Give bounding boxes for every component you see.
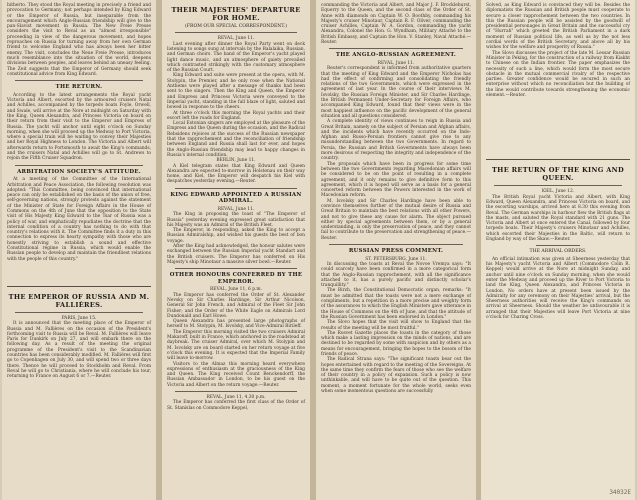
article-headline: RUSSIAN PRESS COMMENT.: [348, 248, 444, 255]
article-headline: THE RETURN OF THE KING AND QUEEN.: [491, 166, 625, 183]
article-headline: THE EMPEROR OF RUSSIA AND M. FALLIÈRES.: [8, 292, 150, 309]
dateline: REVAL, June 11, 4.30 p.m.: [206, 395, 266, 400]
article-paragraph: According to the latest arrangements the Royal yacht Victoria and Albert, escorted by the armoured cruisers Natal and Achilles, accompanied by the torpedo boats Foyle, Orwell, and Swale, will arrive at the Nore at midnight on Saturday with the King, Queen Alexandra, and Princess Victoria on board on their return from their visit to the Emperor and Empress of Russia. The yacht will anchor until eight o'clock on Sunday morning, when she will proceed up the Medway to Port Victoria, where a special train will be waiting to convey their Majesties and her Royal Highness to London. The Victoria and Albert will afterwards return to Portsmouth to await the King's commands, and the cruisers Natal and Achilles will go to St. Andrews to rejoin the Fifth Cruiser Squadron.: [7, 92, 151, 162]
dateline: REVAL, June 11, 6 p.m.: [209, 287, 262, 293]
article-paragraph: Solved, as King Edward is convinced they will be. Besides the diplomatists the Russian and British people must cooperate to secure a closer rapprochement between the two countries. In this the Russian people will be assisted by the goodwill of presidential personages in Great Britain and the successful cry of "Hurrah" which greeted the British Parliament in a dark moment of Russian political life, as well as by the not less cordial words of the British Secretary, and above all by his wishes for the welfare and prosperity of Russia.": [486, 3, 630, 51]
article-paragraph: The Slovo hopes that the visit will show to England that the results of the meeting will be most fruitful.": [321, 320, 471, 331]
article-paragraph: It is announced that the meeting place of the Emperor of Russia and M. Fallières on the occasion of the President's forthcoming visit to Russia will be Reval. M. Fallières will leave Paris for Dunkirk on July 27, and will embark there on the following day. As a result of the meeting the original programme of the President's visit to the Scandinavian countries has been considerably modified. M. Fallières will first go to Copenhagen on July 30, and will spend two or three days there. Thence he will proceed to Stockholm and Reval. From Reval he will go to Christiania, where he will conclude his tour, returning to France on August 6 or 7.—Reuter.: [7, 321, 151, 380]
article-paragraph: A Kiel telegram states that King Edward and Queen Alexandra are expected to-morrow in Holstenau on their way home, and Kiel, the Emperor will despatch his Kiel with despatches yesterday evening.—Reuter.: [167, 163, 305, 185]
article-subheading: (FROM OUR SPECIAL CORRESPONDENT.): [185, 24, 287, 29]
article-paragraph: The King in proposing the toast of "The Emperor of Russia" yesterday evening expressed great satisfaction that his Majesty was an Admiral of the British Fleet.: [167, 212, 305, 228]
article-paragraph: At a meeting of the Committee of the International Arbitration and Peace Association, the following resolution was adopted: "This Committee, being convinced that international peace can only be established on the basis of the union of free, self-governing nations, strongly protests against the statement of the Minister of State for Foreign Affairs in the House of Commons on the 4th of June that the opposition to the State visit of His Majesty King Edward to the Tsar of Russia was a policy of war, and emphatically repudiates the doctrine that the internal condition of a country has nothing to do with that country's relations with it. The Committee finds it a duty in this connection to express its hearty sympathy with those who are honestly striving to establish a sound and effective Constitutional régime in Russia, which would enable the Russian people to develop and maintain the friendliest relations with the people of this country.": [7, 177, 151, 262]
article-paragraph: After the King had acknowledged, the honour salutes were exchanged between the Russian Imperial yacht Standart and the British cruisers. The Emperor has conferred on His Majesty's ship Minotaur a massive silver bowl.—Reuter.: [167, 243, 305, 265]
divider-rule: [15, 312, 143, 313]
article-paragraph: At three o'clock this morning the Royal yachts and their escort left the roads for England.: [167, 110, 305, 121]
dateline: ST. PETERSBURG, June 11.: [365, 256, 427, 262]
article-headline: KING EDWARD APPOINTED A RUSSIAN ADMIRAL.: [170, 191, 302, 205]
dateline: PARIS, June 15.: [61, 315, 97, 321]
article-headline: THE ANGLO-RUSSIAN AGREEMENT.: [335, 52, 457, 59]
article-paragraph: In discussing the toasts at Reval the Novoe Vremya says: "It could scarcely have been confirmed in a more categorical form that the Anglo-Russian rapprochement, with all the significance attached to it, has a purely pacific and distinctly scholar's tranquillity.": [321, 261, 471, 289]
article-headline: THEIR MAJESTIES' DEPARTURE FOR HOME.: [171, 6, 301, 22]
divider-rule: [175, 391, 297, 392]
divider-rule: [494, 185, 622, 186]
article-paragraph: The Birzh, the Constitutional Democratic organ, remarks: "It must be admitted that the toasts were not a mere exchange of compliments, but a repetition in a more precise and weighty form of the assurances to which the English Ministers gave utterance in the House of Commons on the 4th of June, and that the attitude of the Russian Government has been endorsed in London.": [321, 288, 471, 320]
blank-space: [486, 98, 630, 153]
article-headline: THE RETURN.: [55, 84, 103, 91]
article-separator: [7, 286, 151, 287]
column-1: [2, 0, 156, 500]
article-subheading: THE ARRIVAL ORDERS.: [529, 249, 587, 255]
article-headline: OTHER HONOURS CONFERRED BY THE EMPEROR.: [169, 272, 303, 285]
article-paragraph: Queen Alexandra has presented large photographs of herself to M. Stolypin, M. Isvolsky, and Vice-Admiral Birileff.: [167, 319, 305, 330]
article-paragraph: An official intimation was given at Sheerness yesterday that his Majesty's yacht Victoria and Albert (Commodore Colin R. Keppel) would arrive at the Nore at midnight Sunday, and anchor until nine o'clock on Sunday morning, when she would enter the Medway and proceed up the River to Port Victoria to land the King, Queen Alexandra, and Princess Victoria in London. No orders have at present been issued by the Admiralty for any ceremony on their Majesties' arrival, but the Sheerness authorities will receive the King's commands on arrival at Sheerness. Should the weather be unfavourable it is arranged that their Majesties will leave Port Victoria at nine o'clock for Charing Cross.: [486, 256, 630, 320]
divider-rule: [329, 244, 463, 245]
article-headline: ARBITRATION SOCIETY'S ATTITUDE.: [17, 168, 141, 175]
article-paragraph: The British Royal yacht Victoria and Albert, with King Edward, Queen Alexandra, and Princess Victoria on board, and the escorting warships, arrived here at 8.30 this evening from Reval. The German warships in harbour flew the British flags at the masts, and saluted the Royal standard with 21 guns. The Victoria and Albert at once entered the Canal, followed by four torpedo boats. Their Majesty's cruisers Minotaur and Achilles, which escorted their Majesties in the Baltic, will return to England by way of the Skaw.—Reuter.: [486, 194, 630, 243]
article-paragraph: King Edward and suite were present at the opera, with M. Stolypin, the Premier, and he only rose when the National Anthems were played after a message of thanks had been sent to the singers. Then the King and Queen, the Emperor and Empress and Princess Victoria were conveyed to the Imperial yacht, standing in the full blaze of light, saluted and bowed in response to the cheers.: [167, 73, 305, 111]
article-paragraph: Reuter's correspondent is informed from authoritative quarters that the meeting of King Edward and the Emperor Nicholas has had the effect of confirming and consolidating the friendly relations of the two Governments, which were expressed in the agreement of last year. In the course of their interviews M. Isvolsky, the Russian Foreign Minister, and Sir Charles Hardinge, the British Permanent Under-Secretary for Foreign Affairs, who accompanied King Edward, found that their views were in the most happiest influence on the pacific development of the general situation and all questions considered.: [321, 66, 471, 119]
dateline: REVAL, June 11.: [377, 60, 415, 66]
divider-rule: [175, 32, 297, 33]
divider-rule: [329, 48, 463, 49]
column-2: [162, 0, 310, 500]
article-paragraph: hitherto. They stood the Royal meeting in precisely a friend and provocation to Germany; not perhaps intended by King Edward or the Emperor of Russia, but inseparable from the encouragement which Anglo-Russian friendship will give to the pan-Slavist movement in Russia. The New Freie Presse considers the visit to Reval as an "almost irresponsible" proceeding in view of the dangerous movement, and hopes reproaches on Russia for turning away from her own German friend to welcome England who has always been her bitter enemy. The visit, concludes the Neue Freie Presse, introduces much resemblance into the situation of the world, deepens divisions between peoples, and leaves behind an uneasy feeling. The Zeit suggests that the Emperor of Germany should seek constitutional advice from King Edward.: [7, 3, 151, 77]
article-paragraph: The Slovo discusses the project of the late M. Lessar Russian Minister in Peking, for the construction of a railway from Kiakht to Chinese on the Indian frontier. The paper emphasizes the necessity of such a line, which would form the most secure obstacle in the mutual commercial rivalry of the respective parties. Greater confidence would be secured in such an enterprise without which no reconciliation but the building of the line would contribute towards strengthening the economic element.—Reuter.: [486, 50, 630, 99]
dateline: BERLIN, June 11.: [216, 158, 256, 164]
column-4: [481, 0, 635, 500]
archive-stamp: 34032E: [609, 489, 631, 496]
dateline: REVAL, June 11.: [217, 36, 255, 42]
article-paragraph: The Emperor has conferred the Order of St. Alexander Nevsky on Sir Charles Hardinge, Sir Arthur Nicolson, General Sir John French, and Admiral of the Fleet Sir John Fisher; and the Order of the White Eagle on Admirals Lord Dundonald and Earl Howe.: [167, 292, 305, 319]
divider-rule: [15, 165, 143, 166]
article-paragraph: Local Estonian singers are employed at the pleasure of the Empress and the Queen during the occasion, and the Radical Rebsidens rejoices at the success of the Russian newspaper that the rapprochement and the reconciliation of friendship between England and Russia shall last for ever, and hopes the Anglo-Russian friendship may lead to happy changes in Russia's internal condition.: [167, 121, 305, 158]
dateline: REVAL, June 11.: [217, 206, 255, 212]
article-paragraph: A complete identity of views continues to reign in Russia and Great Britain, namely on the subject of Persian and Afghan affairs, and the incidents which have recently occurred on the Indo-Afghan and Russo-Persian frontiers cannot give rise to any misunderstanding between the two Governments. In regard to Persia, the Russian and British Governments have always been more desirous of respecting the integrity and independence of the country.: [321, 119, 471, 162]
article-paragraph: The proposals which have been in progress for some time between the two Governments regarding Macedonian affairs will be considered to be on the point of resulting in a complete agreement, and it only remains to give definitive form to this agreement, which it is hoped will serve as a basis for a general concerted reform between the Powers interested in the work of Macedonian reform.: [321, 161, 471, 199]
article-paragraph: The Emperor, in responding, asked the King to accept a Russian Admiralship, and wished his guests the best of bon voyage.: [167, 228, 305, 244]
divider-rule: [175, 188, 297, 189]
article-paragraph: Visitors to the Almaz this morning heard everywhere expressions of enthusiasm at the graciousness of the King and Queen. The King received Count Benckendorff, the Russian Ambassador in London, to be his guest on the Victoria and Albert on the return voyage.—Reuter.: [167, 361, 305, 388]
divider-rule: [15, 80, 143, 81]
article-separator: [486, 159, 630, 160]
article-paragraph: The Emperor this morning visited the two cruisers Admiral Makaroff, built in France, which anchored in the roadstead at daybreak. The cruiser Admiral, over which M. Stolypin and M. Isvolsky are on board started on her return voyage at five o'clock this evening. It is expected that the Imperial Family will leave to-morrow.: [167, 329, 305, 362]
dateline: KIEL, June 12.: [541, 189, 575, 195]
article-paragraph: Last evening after dinner the Royal Party went on deck listening to songs sung at intervals by the Balalaika, Russian, and German choirs. The band of the Emperor's yacht played light dance music, and an atmosphere of gaiety prevailed which contrasted strikingly with the customary atmosphere of the Russian Court.: [167, 41, 305, 74]
blank-space: [7, 262, 151, 280]
article-paragraph: The Radical Strana says: "The significant toasts bear out the hopes entertained with regard to the meeting of the Sovereigns. At the same time they confirm the fears of those who see the welfare of their country in a policy of expansion. Such a policy is now unthinkable, and will have to be quite out of the question. This moment, a moment fortunate for the whole world, seeks even when some momentous questions are successfully: [321, 357, 471, 395]
column-3: [316, 0, 476, 500]
article-paragraph: The Emperor has conferred the first class of the Order of St. Stanislas on Commodore Keppel,: [167, 400, 305, 411]
article-paragraph: commanding the Victoria and Albert, and Major J. F. Brocklehurst, Equerry to the Queen, and the second class of the Order of St. Anne with diamonds on Captain W. O. Boothby, commanding his Majesty's cruiser Minotaur, Captain R. F. Oliver, commanding the cruiser Achilles, Captain W. A. Gordon, commanding the yacht Alexandra, Colonel the Hon. G. Wyndham, Military Attaché to the British Embassy, and Captain the Hon. V. Stanley, Naval Attaché.—Reuter.: [321, 3, 471, 46]
article-paragraph: M. Isvolsky and Sir Charles Hardinge have been able to convince themselves further of the mutual desire of Russia and Great Britain to maintain the best relations with all other Powers, and not to give these any cause for alarm. The object pursued either by special agreements between them, or by a general understanding, is only the preservation of peace, and they cannot fail to contribute to the preservation and strengthening of peace.—Reuter.: [321, 198, 471, 241]
divider-rule: [175, 268, 297, 269]
divider-rule: [536, 245, 580, 246]
article-paragraph: The Rosvet Gazette places the toasts in the category of those which make a lasting impression on the minds of nations, and are destined to be regarded by some with suspicion and by others as a means for encouragement, bringing the hopes to the bosom of the friends of peace.: [321, 330, 471, 357]
